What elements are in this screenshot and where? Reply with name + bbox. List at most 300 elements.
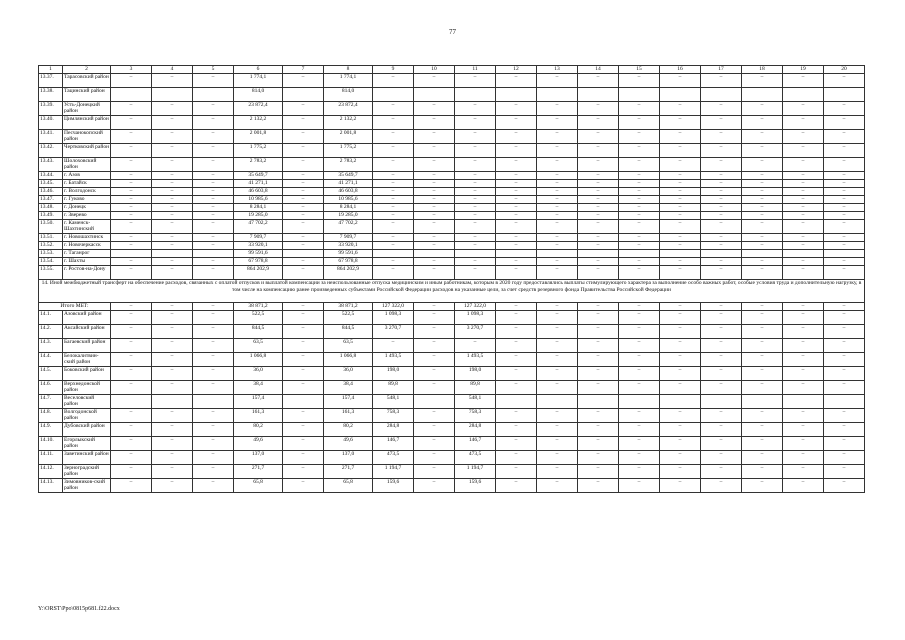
value-cell: – (283, 116, 324, 130)
value-cell: – (373, 158, 414, 172)
value-cell: – (578, 234, 619, 242)
value-cell: 80,2 (234, 423, 283, 437)
value-cell: – (283, 367, 324, 381)
value-cell: – (701, 303, 742, 311)
value-cell: – (496, 158, 537, 172)
value-cell: – (111, 339, 152, 353)
value-cell: – (152, 102, 193, 116)
value-cell: – (373, 196, 414, 204)
value-cell: 65,8 (234, 479, 283, 493)
value-cell: 23 872,4 (324, 102, 373, 116)
value-cell: – (537, 188, 578, 196)
row-number: 13.52. (39, 242, 63, 250)
value-cell: – (578, 303, 619, 311)
value-cell: 161,3 (324, 409, 373, 423)
value-cell: – (111, 188, 152, 196)
value-cell: 758,3 (455, 409, 496, 423)
section-title: 14. Иной межбюджетный трансферт на обеспечение расходов, связанных с оплатой отпусков и выплатой компенсации за неиспользованные отпуска медицинским и иным работникам, которым в 2020 году предоставлялись выплаты стимулирующего характера за выполнение особо важных работ, особые условия труда и дополнительную нагрузку, в том числе на компенсацию ранее произведенных субъектами Российской Федерации расходов на указанные цели, за счет средств резервного фонда Правительства Российской Федерации (39, 280, 865, 303)
value-cell: – (742, 479, 783, 493)
value-cell: – (414, 204, 455, 212)
row-name: г. Азов (63, 172, 111, 180)
table-row (39, 196, 865, 204)
value-cell: – (111, 172, 152, 180)
value-cell: 1 098,3 (455, 311, 496, 325)
value-cell: – (537, 381, 578, 395)
value-cell: – (701, 465, 742, 479)
value-cell (111, 395, 152, 409)
value-cell: – (660, 172, 701, 180)
value-cell (193, 395, 234, 409)
value-cell: – (373, 242, 414, 250)
value-cell: – (152, 423, 193, 437)
value-cell: 2 001,8 (324, 130, 373, 144)
value-cell: – (496, 196, 537, 204)
value-cell: – (111, 437, 152, 451)
value-cell: – (496, 242, 537, 250)
table-row (39, 102, 865, 116)
column-number-row (39, 66, 865, 74)
value-cell (701, 88, 742, 102)
value-cell: – (373, 180, 414, 188)
value-cell (537, 395, 578, 409)
value-cell: – (414, 74, 455, 88)
value-cell: – (701, 325, 742, 339)
value-cell: – (619, 437, 660, 451)
value-cell: – (496, 144, 537, 158)
value-cell: – (578, 102, 619, 116)
value-cell: – (537, 339, 578, 353)
page-number: 77 (449, 28, 456, 36)
value-cell: – (701, 423, 742, 437)
value-cell: 2 001,8 (234, 130, 283, 144)
value-cell: – (152, 465, 193, 479)
value-cell: – (193, 130, 234, 144)
value-cell: 63,5 (234, 339, 283, 353)
value-cell: – (660, 204, 701, 212)
table-row (39, 465, 865, 479)
row-number: 13.54. (39, 258, 63, 266)
value-cell: – (496, 381, 537, 395)
value-cell: – (455, 130, 496, 144)
value-cell: – (578, 130, 619, 144)
value-cell: 7 909,7 (324, 234, 373, 242)
value-cell: 2 783,2 (324, 158, 373, 172)
value-cell: – (373, 116, 414, 130)
value-cell: – (283, 353, 324, 367)
value-cell: – (193, 204, 234, 212)
value-cell: – (152, 212, 193, 220)
row-name: Цимлянский район (63, 116, 111, 130)
table-row (39, 266, 865, 280)
row-number: 14.10. (39, 437, 63, 451)
table-row (39, 204, 865, 212)
value-cell (742, 250, 783, 258)
row-name: Аксайский район (63, 325, 111, 339)
table-row (39, 409, 865, 423)
value-cell: 38 871,2 (324, 303, 373, 311)
value-cell (152, 250, 193, 258)
value-cell: – (660, 196, 701, 204)
value-cell: 67 978,8 (234, 258, 283, 266)
value-cell: – (373, 102, 414, 116)
value-cell: – (701, 180, 742, 188)
value-cell: – (283, 339, 324, 353)
value-cell: – (701, 266, 742, 280)
value-cell: – (111, 130, 152, 144)
value-cell (660, 250, 701, 258)
value-cell: – (283, 144, 324, 158)
value-cell: – (193, 409, 234, 423)
value-cell: – (414, 325, 455, 339)
value-cell: – (152, 479, 193, 493)
column-number: 7 (283, 66, 324, 74)
value-cell: – (193, 172, 234, 180)
table-row (39, 242, 865, 250)
value-cell: – (537, 451, 578, 465)
row-number: 14.13. (39, 479, 63, 493)
value-cell: – (742, 381, 783, 395)
value-cell: – (193, 144, 234, 158)
value-cell: – (824, 144, 865, 158)
value-cell: 35 649,7 (324, 172, 373, 180)
value-cell: – (283, 325, 324, 339)
value-cell: – (701, 339, 742, 353)
value-cell (283, 88, 324, 102)
value-cell: – (660, 325, 701, 339)
value-cell: 146,7 (455, 437, 496, 451)
value-cell: – (414, 144, 455, 158)
value-cell: – (783, 212, 824, 220)
value-cell: – (152, 325, 193, 339)
value-cell (824, 250, 865, 258)
value-cell: – (193, 479, 234, 493)
value-cell (496, 250, 537, 258)
value-cell: – (193, 220, 234, 234)
value-cell: 1 066,8 (234, 353, 283, 367)
value-cell: – (578, 423, 619, 437)
value-cell: – (824, 367, 865, 381)
value-cell: – (414, 409, 455, 423)
value-cell (111, 250, 152, 258)
row-number: 13.38. (39, 88, 63, 102)
row-name: г. Гуково (63, 196, 111, 204)
value-cell: – (578, 188, 619, 196)
value-cell: – (619, 234, 660, 242)
table-row (39, 180, 865, 188)
value-cell: 1 194,7 (455, 465, 496, 479)
value-cell: 1 098,3 (373, 311, 414, 325)
value-cell: – (537, 303, 578, 311)
value-cell: – (619, 353, 660, 367)
value-cell: – (283, 381, 324, 395)
value-cell: – (193, 381, 234, 395)
value-cell: 19 285,0 (234, 212, 283, 220)
row-name: Азовский район (63, 311, 111, 325)
value-cell: – (783, 409, 824, 423)
value-cell: – (455, 220, 496, 234)
table-row (39, 325, 865, 339)
value-cell: – (783, 258, 824, 266)
value-cell: – (373, 130, 414, 144)
value-cell: – (537, 130, 578, 144)
value-cell: – (783, 242, 824, 250)
value-cell: – (283, 437, 324, 451)
value-cell: – (824, 130, 865, 144)
row-name: Зерноградский район (63, 465, 111, 479)
value-cell: – (283, 479, 324, 493)
table-row (39, 116, 865, 130)
table-row (39, 158, 865, 172)
value-cell: 157,4 (324, 395, 373, 409)
value-cell: – (619, 451, 660, 465)
value-cell: – (283, 188, 324, 196)
value-cell: – (742, 188, 783, 196)
value-cell: – (496, 180, 537, 188)
value-cell: – (824, 220, 865, 234)
table-row (39, 234, 865, 242)
value-cell: – (496, 188, 537, 196)
value-cell: – (496, 409, 537, 423)
value-cell: – (373, 258, 414, 266)
value-cell: 99 591,6 (324, 250, 373, 258)
value-cell: – (537, 102, 578, 116)
value-cell: – (373, 220, 414, 234)
row-name: г. Новошахтинск (63, 234, 111, 242)
value-cell: – (414, 381, 455, 395)
value-cell: – (701, 381, 742, 395)
table-row (39, 451, 865, 465)
row-name: Веселовский район (63, 395, 111, 409)
value-cell: 473,5 (373, 451, 414, 465)
value-cell: – (783, 353, 824, 367)
value-cell: – (783, 220, 824, 234)
table-row (39, 423, 865, 437)
value-cell: – (537, 367, 578, 381)
value-cell: – (537, 479, 578, 493)
value-cell: – (111, 74, 152, 88)
table-row (39, 74, 865, 88)
value-cell: – (660, 303, 701, 311)
value-cell: 41 271,1 (234, 180, 283, 188)
value-cell: – (414, 311, 455, 325)
value-cell: – (619, 258, 660, 266)
value-cell: – (537, 325, 578, 339)
value-cell: 844,5 (324, 325, 373, 339)
column-number: 2 (63, 66, 111, 74)
table-row (39, 479, 865, 493)
value-cell: – (824, 204, 865, 212)
value-cell: 49,6 (324, 437, 373, 451)
value-cell: – (111, 367, 152, 381)
value-cell: – (193, 367, 234, 381)
table-row (39, 130, 865, 144)
value-cell: 36,0 (234, 367, 283, 381)
value-cell: – (578, 437, 619, 451)
value-cell: – (111, 409, 152, 423)
value-cell (578, 88, 619, 102)
value-cell: – (619, 423, 660, 437)
table-row (39, 437, 865, 451)
value-cell: – (455, 102, 496, 116)
value-cell: – (619, 180, 660, 188)
value-cell: 80,2 (324, 423, 373, 437)
row-name: Чертковский район (63, 144, 111, 158)
value-cell: – (152, 220, 193, 234)
value-cell (152, 395, 193, 409)
row-number: 14.7. (39, 395, 63, 409)
row-number: 13.42. (39, 144, 63, 158)
table-row (39, 172, 865, 180)
value-cell: – (193, 451, 234, 465)
value-cell: – (496, 220, 537, 234)
value-cell: – (537, 196, 578, 204)
value-cell: – (783, 130, 824, 144)
value-cell (783, 395, 824, 409)
row-number: 13.48. (39, 204, 63, 212)
value-cell: – (496, 423, 537, 437)
value-cell: – (111, 381, 152, 395)
value-cell: – (537, 234, 578, 242)
value-cell: 8 284,1 (234, 204, 283, 212)
row-name: Дубовский район (63, 423, 111, 437)
value-cell: – (824, 180, 865, 188)
value-cell: 7 909,7 (234, 234, 283, 242)
budget-table (38, 65, 865, 493)
value-cell: – (578, 158, 619, 172)
value-cell: – (193, 339, 234, 353)
value-cell: – (824, 437, 865, 451)
value-cell: – (373, 212, 414, 220)
value-cell: – (537, 144, 578, 158)
value-cell: – (373, 144, 414, 158)
value-cell: – (742, 116, 783, 130)
value-cell: – (619, 196, 660, 204)
value-cell: – (701, 451, 742, 465)
value-cell: – (111, 116, 152, 130)
value-cell: – (111, 451, 152, 465)
table-row (39, 258, 865, 266)
value-cell: – (824, 258, 865, 266)
value-cell: – (193, 266, 234, 280)
value-cell: – (455, 158, 496, 172)
value-cell: – (701, 188, 742, 196)
value-cell (193, 250, 234, 258)
value-cell: 548,1 (455, 395, 496, 409)
column-number: 11 (455, 66, 496, 74)
value-cell: 47 702,2 (234, 220, 283, 234)
value-cell: – (824, 74, 865, 88)
row-number: 13.43. (39, 158, 63, 172)
value-cell (414, 88, 455, 102)
value-cell: – (578, 204, 619, 212)
value-cell (578, 395, 619, 409)
value-cell: – (537, 242, 578, 250)
row-name: г. Шахты (63, 258, 111, 266)
value-cell: – (578, 266, 619, 280)
value-cell: – (824, 196, 865, 204)
value-cell: – (152, 311, 193, 325)
row-name: Тацинский район (63, 88, 111, 102)
row-number: 13.55. (39, 266, 63, 280)
value-cell: – (111, 423, 152, 437)
value-cell: – (455, 196, 496, 204)
value-cell: – (742, 325, 783, 339)
value-cell: – (742, 196, 783, 204)
value-cell: – (496, 204, 537, 212)
value-cell: – (283, 74, 324, 88)
value-cell: – (111, 158, 152, 172)
value-cell: – (578, 381, 619, 395)
value-cell: – (283, 303, 324, 311)
value-cell: – (111, 220, 152, 234)
value-cell: – (496, 74, 537, 88)
value-cell: 36,0 (324, 367, 373, 381)
value-cell: – (578, 409, 619, 423)
value-cell: – (742, 172, 783, 180)
row-name: Тарасовский район (63, 74, 111, 88)
total-row (39, 303, 865, 311)
value-cell (783, 250, 824, 258)
value-cell: – (193, 353, 234, 367)
value-cell: – (414, 353, 455, 367)
value-cell: – (619, 144, 660, 158)
value-cell: – (152, 180, 193, 188)
row-number: 14.3. (39, 339, 63, 353)
value-cell: – (660, 451, 701, 465)
value-cell: – (742, 144, 783, 158)
value-cell: – (660, 381, 701, 395)
value-cell: – (193, 242, 234, 250)
value-cell: – (701, 144, 742, 158)
value-cell (496, 88, 537, 102)
value-cell: – (193, 180, 234, 188)
footer-file-path: Y:\ORST\Ppo\0815p681.f22.docx (38, 606, 120, 612)
value-cell: – (496, 234, 537, 242)
value-cell: – (824, 266, 865, 280)
value-cell: – (701, 437, 742, 451)
value-cell: – (193, 102, 234, 116)
value-cell: – (193, 116, 234, 130)
column-number: 18 (742, 66, 783, 74)
value-cell: – (283, 242, 324, 250)
value-cell (578, 250, 619, 258)
value-cell: 23 872,4 (234, 102, 283, 116)
value-cell: – (660, 102, 701, 116)
value-cell: – (742, 180, 783, 188)
value-cell: 146,7 (373, 437, 414, 451)
value-cell: – (283, 204, 324, 212)
value-cell: – (619, 465, 660, 479)
value-cell: – (742, 437, 783, 451)
value-cell (496, 395, 537, 409)
table-row (39, 339, 865, 353)
row-name: г. Каменск-Шахтинский (63, 220, 111, 234)
value-cell: – (455, 204, 496, 212)
value-cell: – (537, 409, 578, 423)
value-cell: – (824, 325, 865, 339)
value-cell: – (111, 234, 152, 242)
value-cell: 46 603,8 (324, 188, 373, 196)
value-cell (414, 250, 455, 258)
value-cell: – (283, 158, 324, 172)
value-cell: – (701, 172, 742, 180)
value-cell: – (824, 423, 865, 437)
table-row (39, 250, 865, 258)
value-cell: – (283, 180, 324, 188)
row-name: Шолоховский район (63, 158, 111, 172)
value-cell: – (414, 266, 455, 280)
value-cell: – (660, 212, 701, 220)
